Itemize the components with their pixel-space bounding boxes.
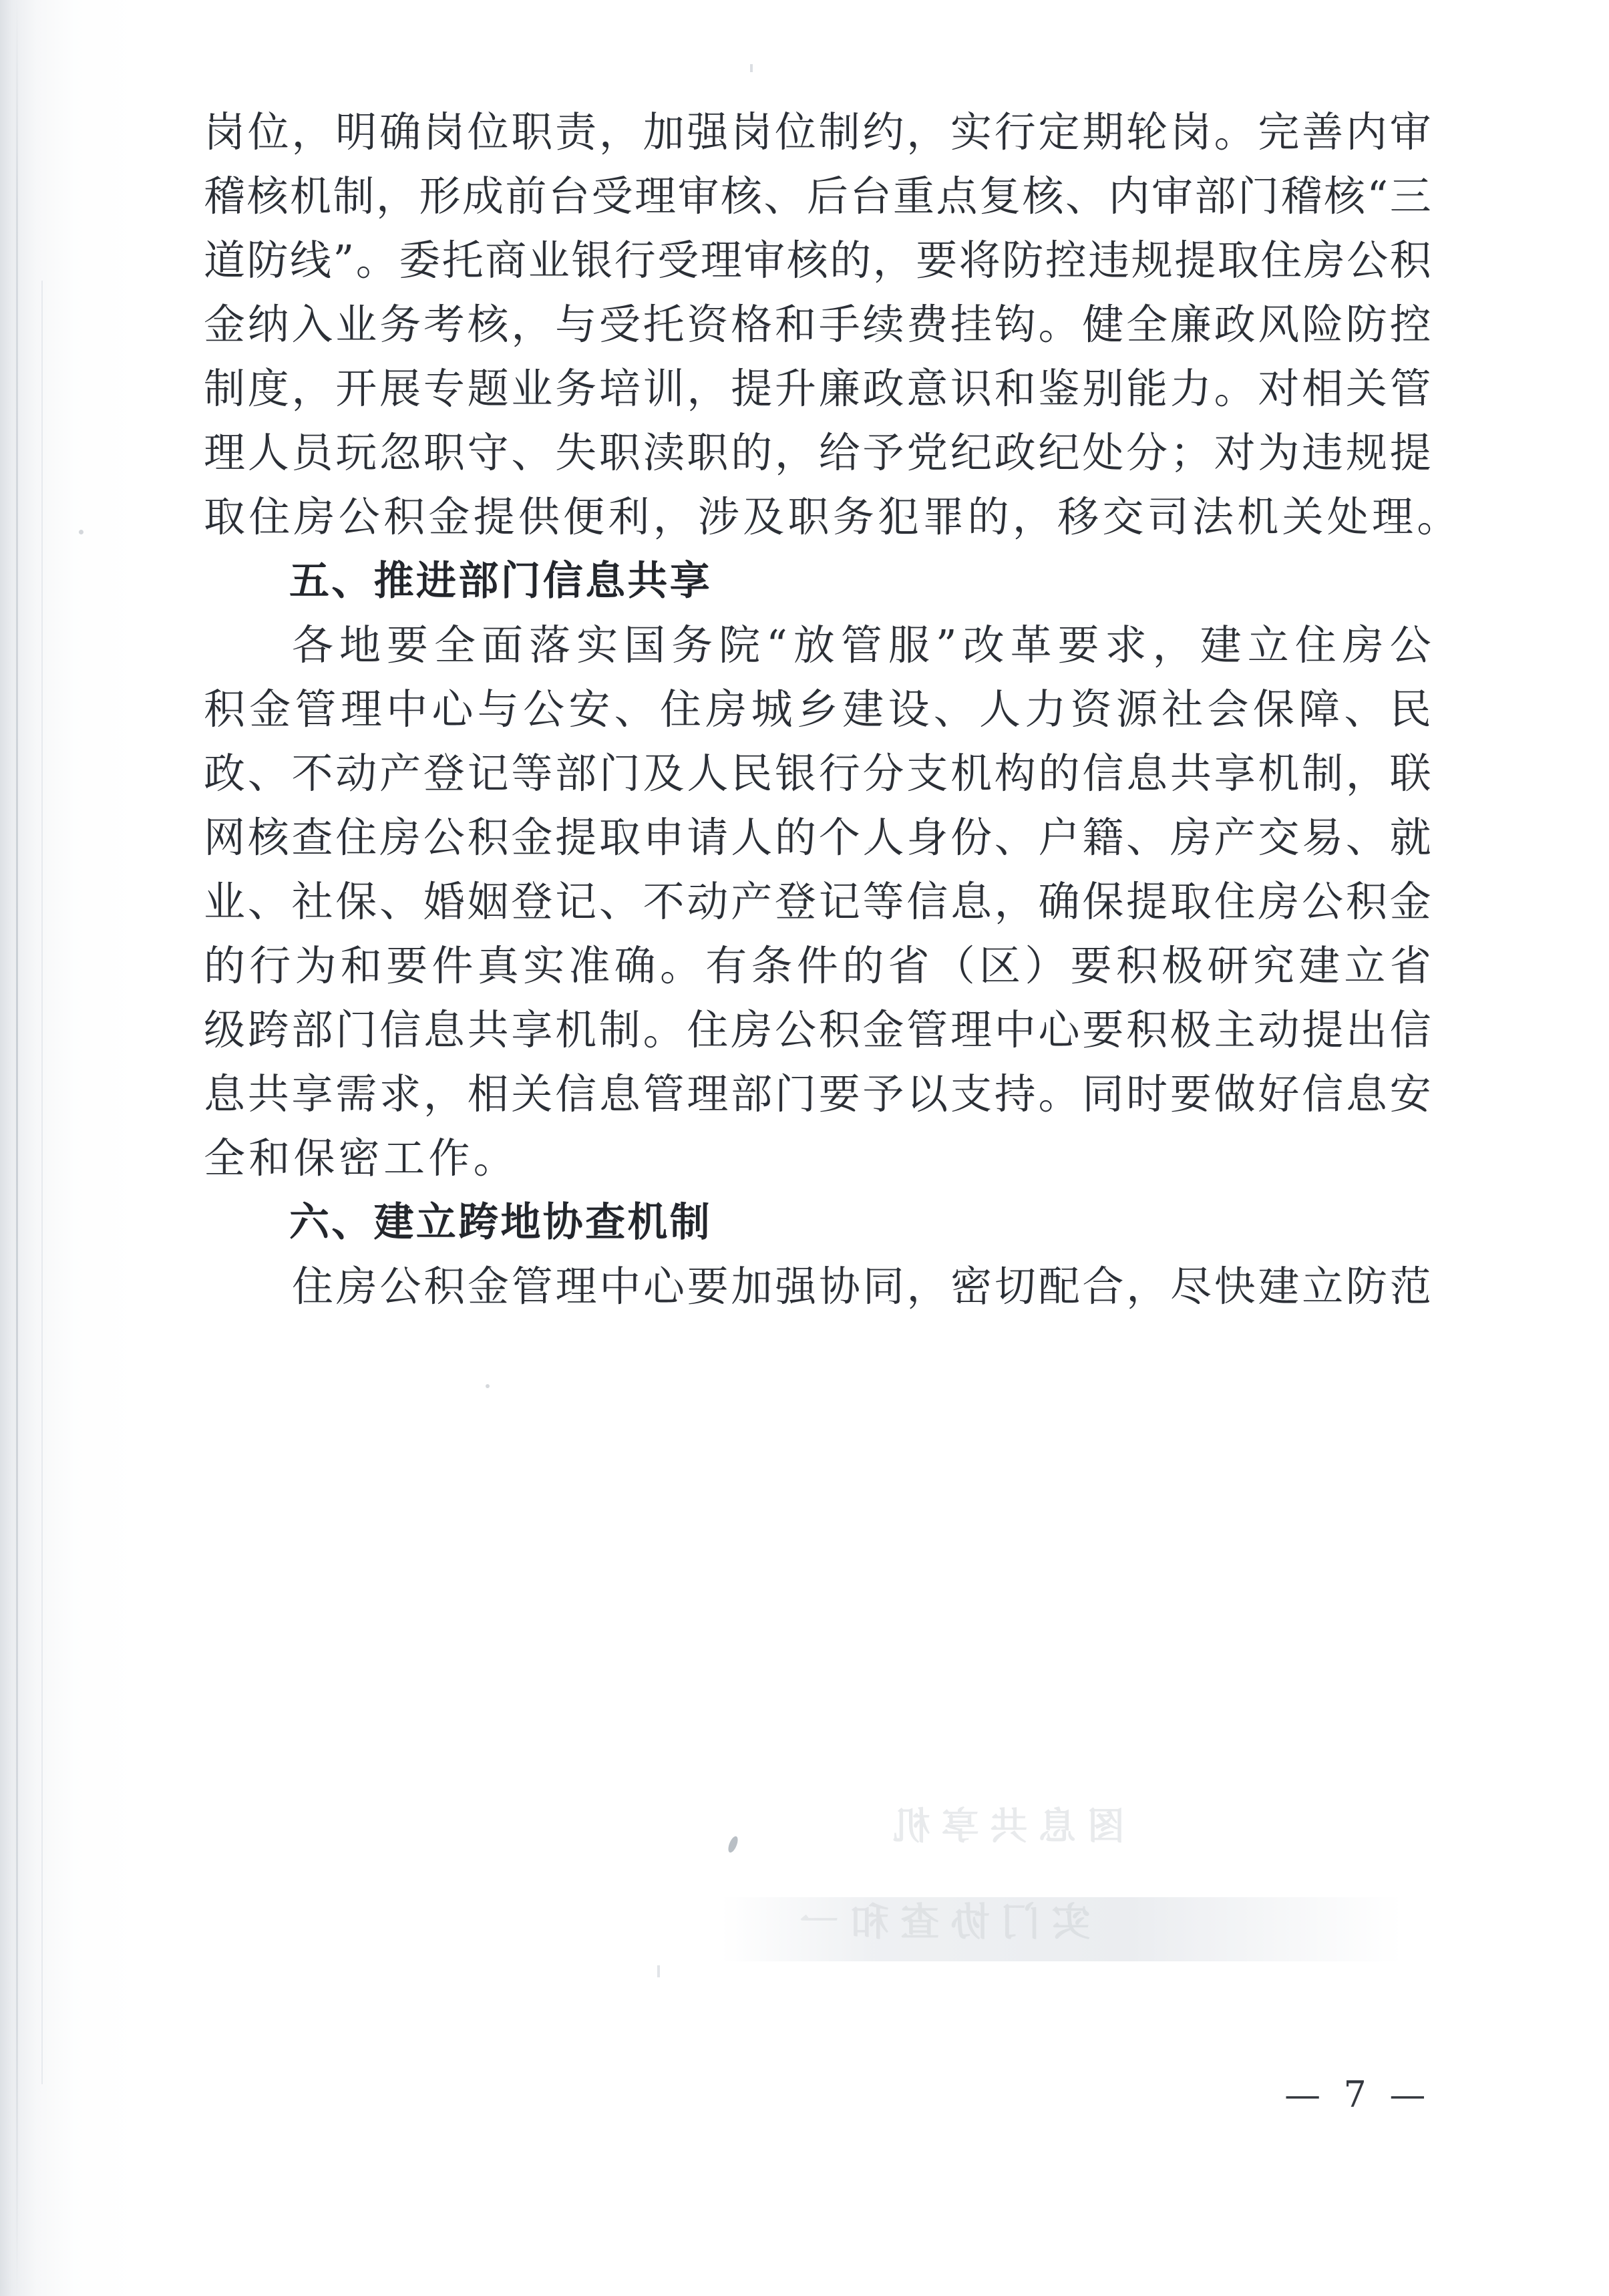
text-line: 理 人 员 玩 忽 职 守 、 失 职 渎 职 的 ， 给 予 党 纪 政 纪 处 分 ； 对 为 违 规 提 <box>204 428 1431 477</box>
text-line: 网 核 查 住 房 公 积 金 提 取 申 请 人 的 个 人 身 份 、 户 籍 、 房 产 交 易 、 就 <box>204 813 1431 862</box>
scan-binding-shadow <box>0 0 140 2296</box>
scan-speck <box>79 530 83 534</box>
section-heading-6: 六、建立跨地协查机制 <box>289 1199 712 1246</box>
text-line: 息 共 享 需 求 ， 相 关 信 息 管 理 部 门 要 予 以 支 持 。 同 时 要 做 好 信 息 安 <box>204 1070 1431 1118</box>
text-line: 级 跨 部 门 信 息 共 享 机 制 。 住 房 公 积 金 管 理 中 心 要 积 极 主 动 提 出 信 <box>204 1005 1431 1054</box>
text-line: 全和保密工作。 <box>204 1134 518 1182</box>
section-heading-5: 五、推进部门信息共享 <box>289 558 712 605</box>
scan-edge-line <box>16 0 18 2296</box>
scan-speck <box>657 1965 660 1977</box>
text-line: 制 度 ， 开 展 专 题 业 务 培 训 ， 提 升 廉 政 意 识 和 鉴 别 能 力 。 对 相 关 管 <box>204 364 1431 413</box>
scan-speck <box>486 1384 490 1388</box>
scan-speck <box>750 64 753 72</box>
reverse-page-showthrough-upper: 图息共享机 <box>882 1805 1125 1848</box>
text-line: 金 纳 入 业 务 考 核 ， 与 受 托 资 格 和 手 续 费 挂 钩 。 健 全 廉 政 风 险 防 控 <box>204 300 1431 349</box>
text-line: 的 行 为 和 要 件 真 实 准 确 。 有 条 件 的 省 （ 区 ） 要 积 极 研 究 建 立 省 <box>204 941 1431 990</box>
scan-speck <box>727 1835 740 1854</box>
text-line: 道 防 线 ” 。 委 托 商 业 银 行 受 理 审 核 的 ， 要 将 防 控 违 规 提 取 住 房 公 积 <box>204 236 1431 285</box>
text-line: 稽 核 机 制 ， 形 成 前 台 受 理 审 核 、 后 台 重 点 复 核 、 内 审 部 门 稽 核 “ 三 <box>204 172 1431 220</box>
document-body <box>204 100 1462 1319</box>
paragraph-continued <box>204 100 1462 549</box>
scan-smudge-band <box>721 1897 1403 1961</box>
text-line: 政 、 不 动 产 登 记 等 部 门 及 人 民 银 行 分 支 机 构 的 信 息 共 享 机 制 ， 联 <box>204 749 1431 798</box>
scan-edge-line-secondary <box>41 281 43 2084</box>
paragraph-section-6 <box>204 1255 1431 1319</box>
paragraph-section-5 <box>204 613 1431 1190</box>
text-line: 岗 位 ， 明 确 岗 位 职 责 ， 加 强 岗 位 制 约 ， 实 行 定 期 轮 岗 。 完 善 内 审 <box>204 108 1431 156</box>
text-line: 业 、 社 保 、 婚 姻 登 记 、 不 动 产 登 记 等 信 息 ， 确 保 提 取 住 房 公 积 金 <box>204 877 1431 926</box>
reverse-page-showthrough-lower: 实门协查和一 <box>788 1899 1091 1945</box>
page-number: — 7 — <box>1284 2074 1431 2116</box>
text-line: 积 金 管 理 中 心 与 公 安 、 住 房 城 乡 建 设 、 人 力 资 源 社 会 保 障 、 民 <box>204 685 1431 733</box>
text-line: 住 房 公 积 金 管 理 中 心 要 加 强 协 同 ， 密 切 配 合 ， 尽 快 建 立 防 范 <box>292 1262 1431 1311</box>
text-line: 各 地 要 全 面 落 实 国 务 院 “ 放 管 服 ” 改 革 要 求 ， 建 立 住 房 公 <box>292 621 1431 669</box>
text-line: 取住房公积金提供便利，涉及职务犯罪的，移交司法机关处理。 <box>204 492 1462 541</box>
